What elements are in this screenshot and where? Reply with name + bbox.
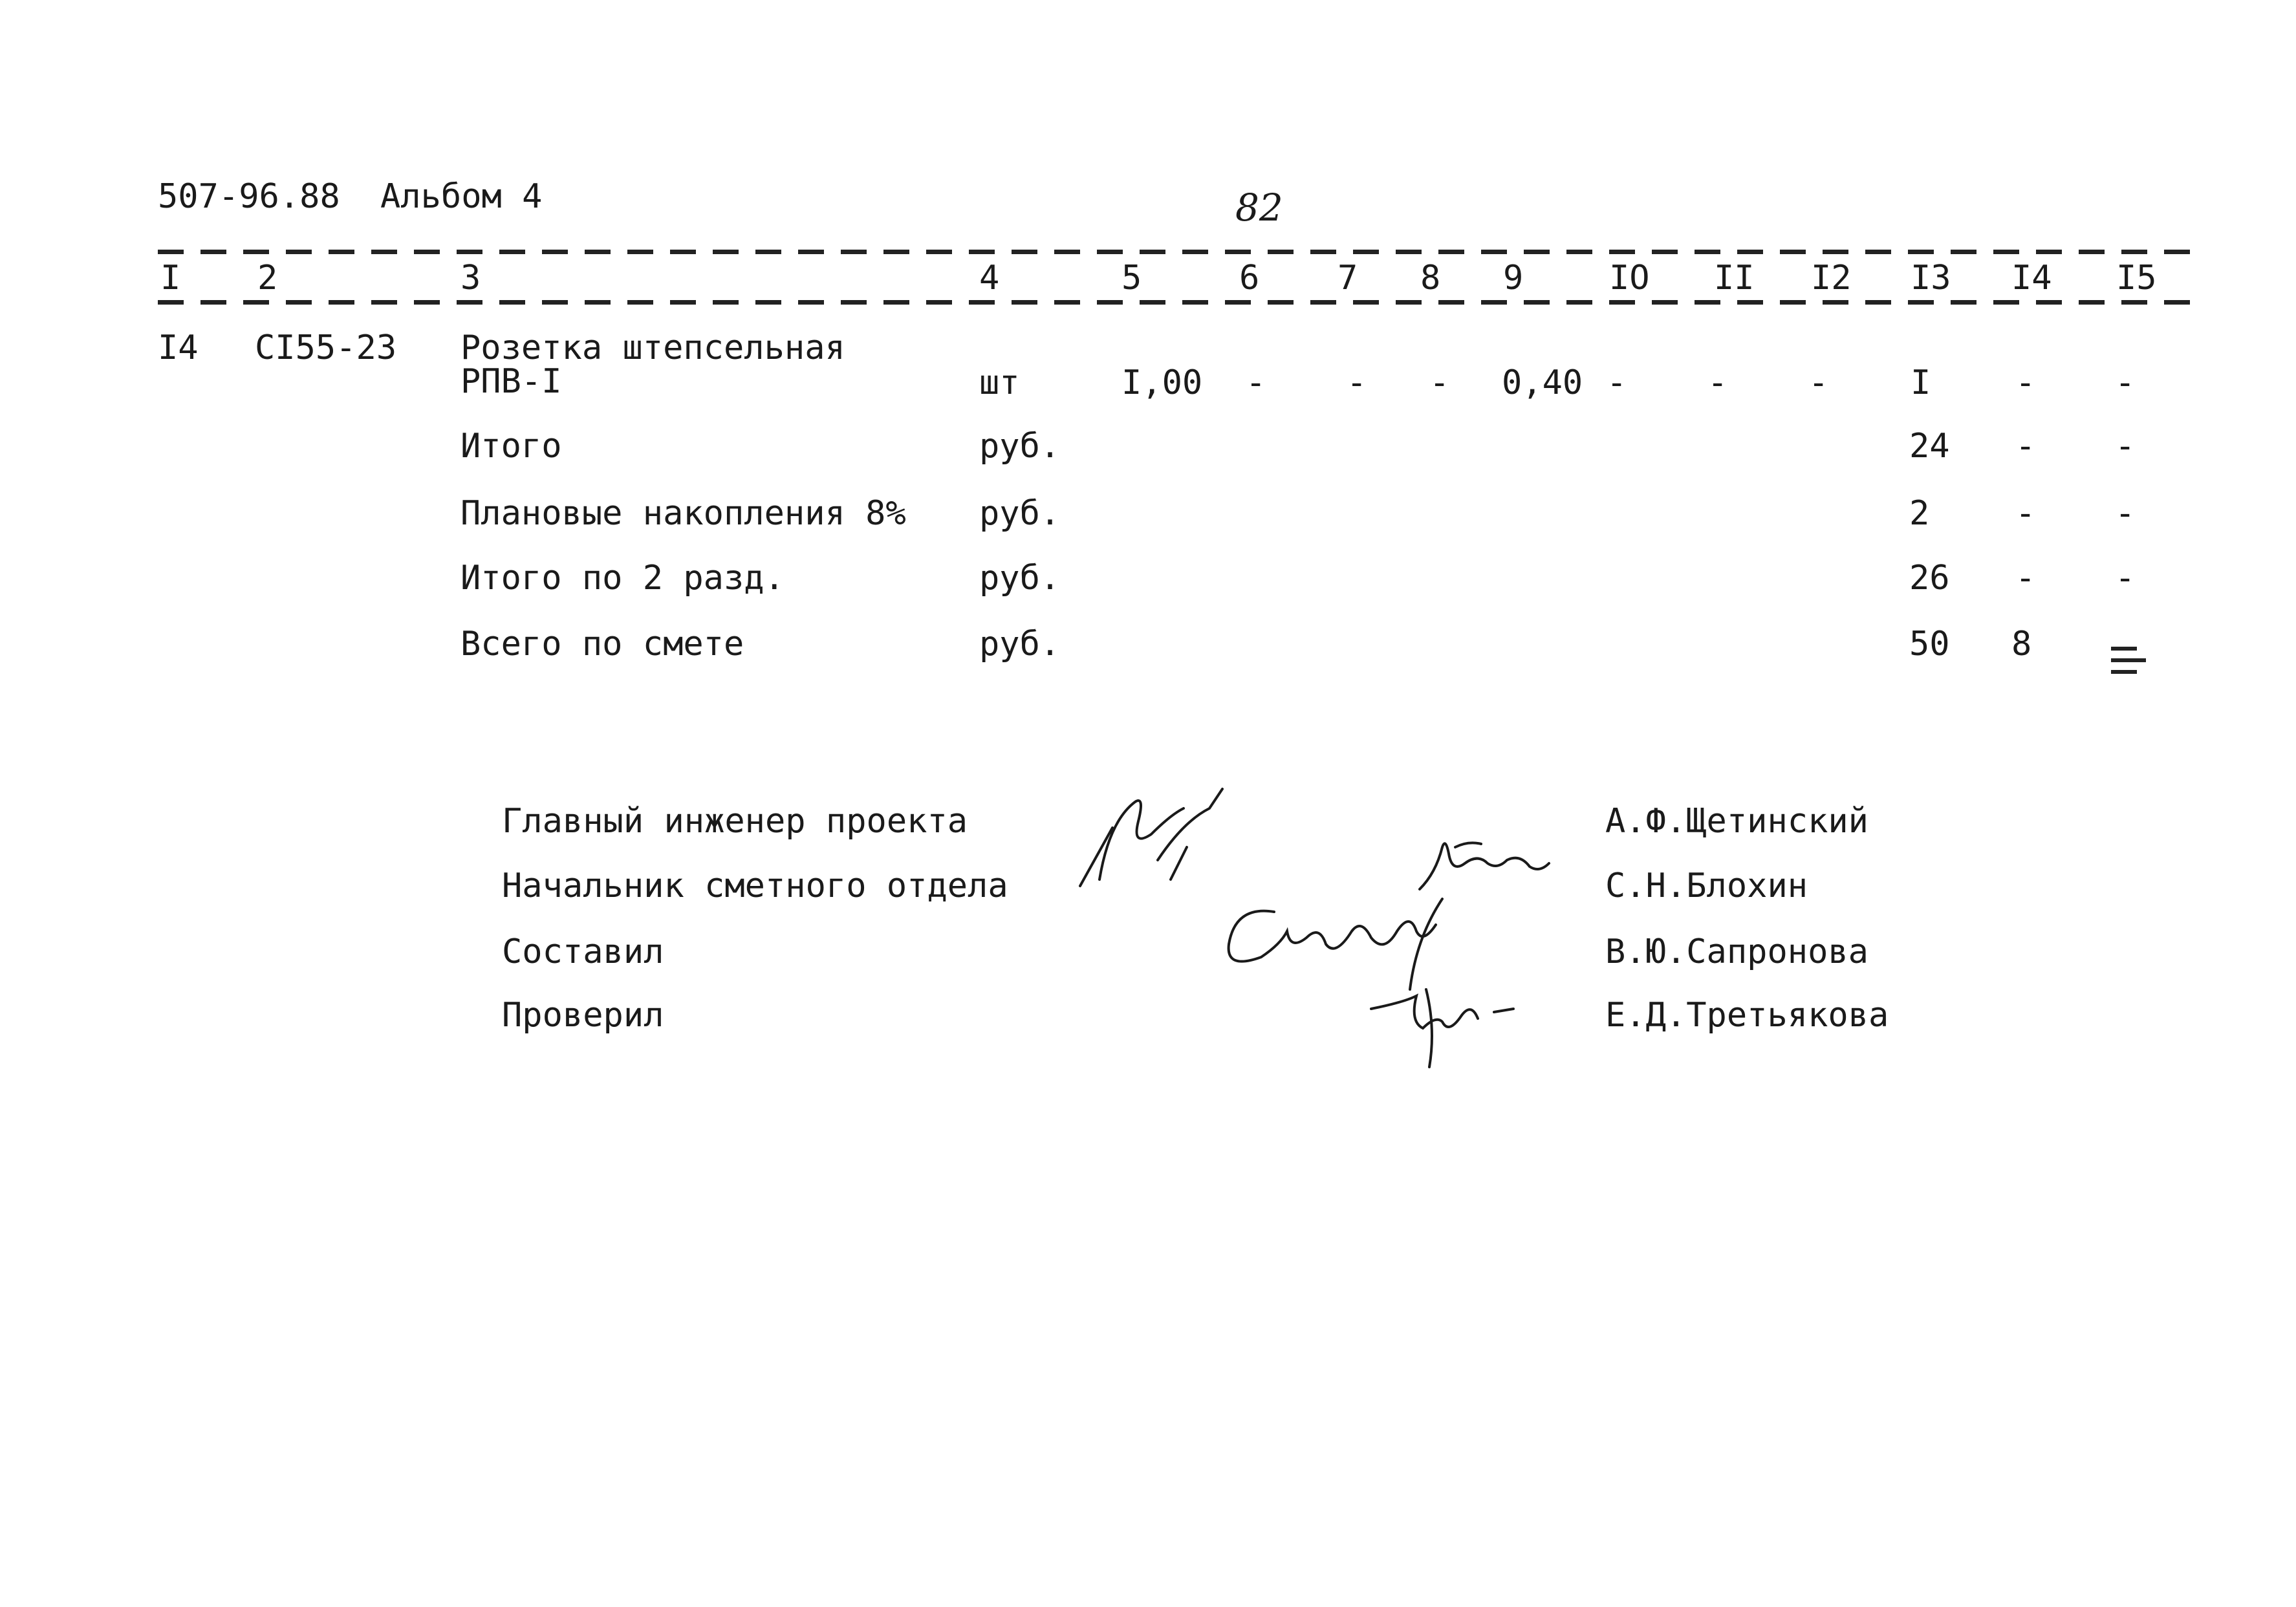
handwritten-signature-2 <box>1416 834 1552 892</box>
total-unit: руб. <box>979 427 1061 466</box>
col-header-14: I4 <box>2011 259 2052 297</box>
signatory-name: С.Н.Блохин <box>1605 867 1808 905</box>
total-label: Итого <box>460 427 562 466</box>
item-col10: - <box>1607 363 1627 402</box>
total-unit: руб. <box>979 559 1061 598</box>
total-col13: 50 <box>1909 625 1950 663</box>
total-col14: 8 <box>2011 625 2032 663</box>
total-label: Всего по смете <box>460 625 744 663</box>
signatory-name: В.Ю.Сапронова <box>1605 933 1868 971</box>
handwritten-signature-4 <box>1365 976 1533 1073</box>
item-code: CI55-23 <box>255 329 397 367</box>
handwritten-signature-3 <box>1222 892 1494 989</box>
header-bottom-rule <box>158 300 2195 305</box>
total-unit: руб. <box>979 625 1061 663</box>
header-top-rule <box>158 250 2195 254</box>
item-col13: I <box>1911 363 1931 402</box>
total-col13: 26 <box>1909 559 1950 598</box>
total-col15: - <box>2115 427 2136 466</box>
total-col14: - <box>2015 427 2036 466</box>
item-col11: - <box>1707 363 1728 402</box>
col-header-12: I2 <box>1811 259 1852 297</box>
item-col14: - <box>2015 363 2036 402</box>
album-label: Альбом 4 <box>380 177 543 216</box>
item-col15: - <box>2115 363 2136 402</box>
col-header-13: I3 <box>1911 259 1951 297</box>
col-header-5: 5 <box>1121 259 1142 297</box>
item-col5: I,00 <box>1121 363 1203 402</box>
signature-role: Начальник сметного отдела <box>502 867 1008 905</box>
item-col9: 0,40 <box>1502 363 1583 402</box>
total-col13: 24 <box>1909 427 1950 466</box>
total-col14: - <box>2015 494 2036 533</box>
col-header-4: 4 <box>979 259 1000 297</box>
total-col15: - <box>2115 494 2136 533</box>
item-col7: - <box>1347 363 1367 402</box>
col-header-1: I <box>160 259 181 297</box>
col-header-11: II <box>1714 259 1755 297</box>
col-header-2: 2 <box>257 259 278 297</box>
item-name-line2: РПВ-I <box>460 362 562 401</box>
signatory-name: А.Ф.Щетинский <box>1605 802 1868 841</box>
total-col13: 2 <box>1909 494 1930 533</box>
total-col14: - <box>2015 559 2036 598</box>
total-unit: руб. <box>979 494 1061 533</box>
col-header-7: 7 <box>1338 259 1358 297</box>
col-header-10: IO <box>1609 259 1650 297</box>
col-header-6: 6 <box>1239 259 1260 297</box>
double-underline-mark <box>2111 647 2146 682</box>
doc-code: 507-96.88 <box>158 177 340 216</box>
col-header-9: 9 <box>1503 259 1524 297</box>
signatory-name: Е.Д.Третьякова <box>1605 996 1889 1035</box>
page-number: 82 <box>1235 186 1283 230</box>
col-header-8: 8 <box>1420 259 1441 297</box>
item-number: I4 <box>158 329 199 367</box>
signature-role: Проверил <box>502 996 664 1035</box>
item-col6: - <box>1246 363 1266 402</box>
total-label: Плановые накопления 8% <box>460 494 906 533</box>
signature-role: Составил <box>502 933 664 971</box>
col-header-3: 3 <box>460 259 481 297</box>
item-col8: - <box>1429 363 1450 402</box>
item-col12: - <box>1808 363 1829 402</box>
handwritten-signature-1 <box>1074 782 1281 892</box>
col-header-15: I5 <box>2116 259 2157 297</box>
total-col15: - <box>2115 559 2136 598</box>
item-name-line1: Розетка штепсельная <box>460 329 845 367</box>
total-label: Итого по 2 разд. <box>460 559 785 598</box>
item-unit: шт <box>979 363 1020 402</box>
signature-role: Главный инженер проекта <box>502 802 968 841</box>
